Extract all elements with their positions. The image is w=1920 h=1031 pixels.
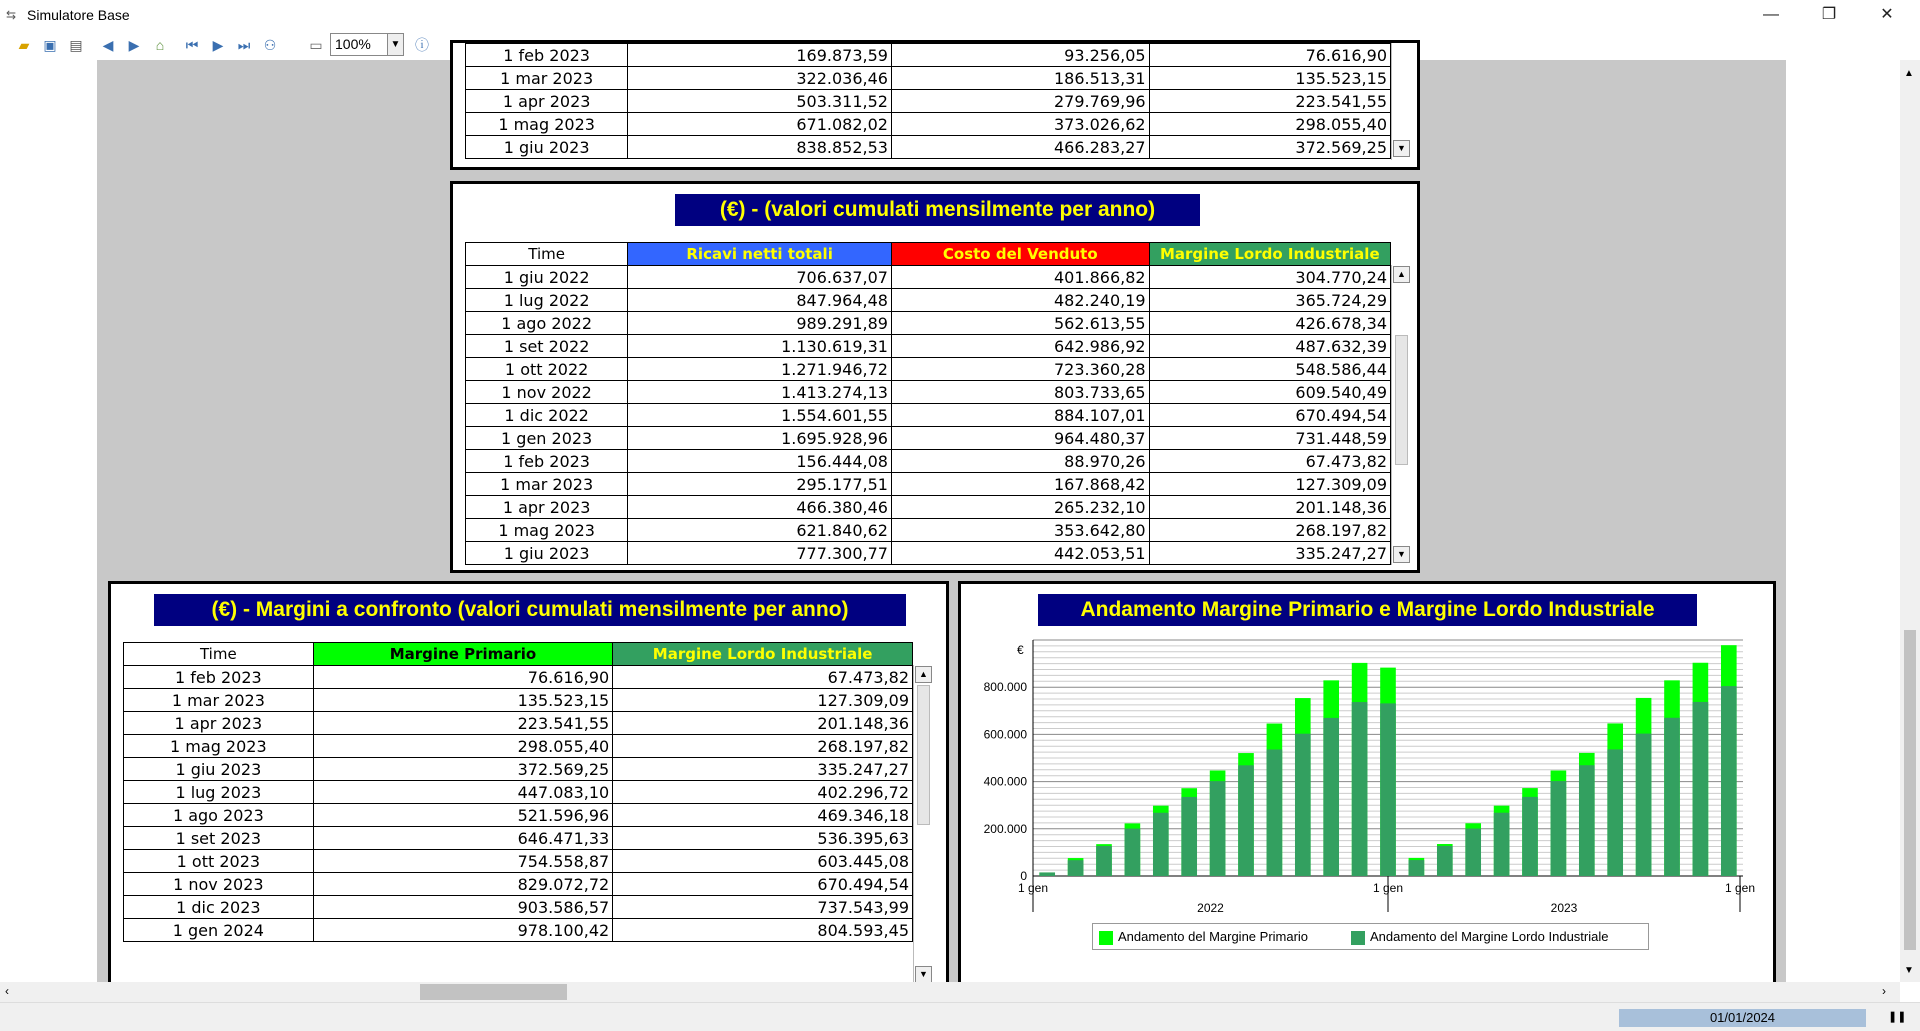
legend-swatch	[1099, 931, 1113, 945]
table-row	[466, 427, 1391, 450]
value-cell: 265.232,10	[891, 496, 1149, 519]
time-cell: 1 dic 2022	[466, 404, 628, 427]
value-cell: 803.733,65	[891, 381, 1149, 404]
y-tick-label: 800.000	[983, 680, 1027, 695]
value-cell: 1.271.946,72	[628, 358, 892, 381]
scroll-down-icon[interactable]: ▼	[1393, 546, 1410, 563]
value-cell: 482.240,19	[891, 289, 1149, 312]
time-cell: 1 feb 2023	[124, 666, 314, 689]
scroll-up-icon[interactable]: ▲	[1904, 68, 1914, 79]
panel-title: (€) - Margini a confronto (valori cumulati mensilmente per anno)	[154, 594, 906, 626]
restore-button[interactable]: ❐	[1821, 6, 1837, 23]
scroll-down-icon[interactable]: ▼	[1393, 140, 1410, 157]
bar-margine-lordo	[1210, 781, 1226, 876]
scroll-up-icon[interactable]: ▲	[915, 666, 932, 683]
time-cell: 1 apr 2023	[124, 712, 314, 735]
value-cell: 127.309,09	[1149, 473, 1390, 496]
y-tick-label: 600.000	[983, 727, 1027, 742]
value-cell: 1.413.274,13	[628, 381, 892, 404]
table-row	[466, 113, 1391, 136]
top-table-scrollbar[interactable]	[1391, 43, 1411, 160]
table-row	[124, 804, 913, 827]
value-cell: 135.523,15	[313, 689, 613, 712]
first-page-icon[interactable]: ⏮	[185, 37, 199, 53]
value-cell: 466.283,27	[891, 136, 1149, 159]
time-cell: 1 ago 2022	[466, 312, 628, 335]
app-icon: ⇆	[6, 8, 17, 22]
vertical-scrollbar[interactable]	[1900, 60, 1920, 982]
play-icon[interactable]: ▶	[212, 37, 224, 53]
x-tick-label: 1 gen	[1017, 881, 1049, 895]
value-cell: 603.445,08	[613, 850, 913, 873]
revenue-cost-scrollbar[interactable]	[1391, 265, 1411, 565]
x-tick-label: 1 gen	[1372, 881, 1404, 895]
value-cell: 964.480,37	[891, 427, 1149, 450]
bar-margine-lordo	[1039, 872, 1055, 876]
top-table-panel	[450, 40, 1420, 170]
table-row	[466, 136, 1391, 159]
value-cell: 1.130.619,31	[628, 335, 892, 358]
bar-margine-lordo	[1295, 734, 1311, 876]
current-date: 01/01/2024	[1619, 1009, 1866, 1027]
value-cell: 335.247,27	[1149, 542, 1390, 565]
table-row	[466, 381, 1391, 404]
value-cell: 365.724,29	[1149, 289, 1390, 312]
table-row	[124, 712, 913, 735]
value-cell: 838.852,53	[628, 136, 892, 159]
bar-margine-lordo	[1352, 702, 1368, 876]
bar-margine-lordo	[1153, 813, 1169, 876]
table-row	[124, 896, 913, 919]
time-cell: 1 nov 2022	[466, 381, 628, 404]
panel-title: (€) - (valori cumulati mensilmente per anno)	[675, 194, 1200, 226]
value-cell: 847.964,48	[628, 289, 892, 312]
horizontal-scrollbar[interactable]	[0, 982, 1900, 1002]
page-setup-icon[interactable]: ▭	[309, 37, 323, 53]
legend-label: Andamento del Margine Lordo Industriale	[1370, 929, 1609, 944]
value-cell: 223.541,55	[1149, 90, 1390, 113]
value-cell: 670.494,54	[1149, 404, 1390, 427]
column-header: Margine Lordo Industriale	[613, 643, 913, 666]
value-cell: 829.072,72	[313, 873, 613, 896]
minimize-button[interactable]: —	[1763, 6, 1779, 23]
value-cell: 804.593,45	[613, 919, 913, 942]
status-bar	[0, 1002, 1920, 1031]
time-cell: 1 giu 2023	[466, 136, 628, 159]
chevron-down-icon[interactable]: ▼	[387, 34, 403, 55]
value-cell: 447.083,10	[313, 781, 613, 804]
report-viewport	[0, 45, 1900, 982]
time-cell: 1 mag 2023	[466, 113, 628, 136]
value-cell: 706.637,07	[628, 266, 892, 289]
time-cell: 1 ago 2023	[124, 804, 314, 827]
save-icon[interactable]: ▣	[43, 37, 57, 53]
value-cell: 442.053,51	[891, 542, 1149, 565]
time-cell: 1 mag 2023	[466, 519, 628, 542]
value-cell: 903.586,57	[313, 896, 613, 919]
chart-legend	[1092, 923, 1649, 950]
table-row	[466, 335, 1391, 358]
time-cell: 1 ott 2022	[466, 358, 628, 381]
time-cell: 1 set 2023	[124, 827, 314, 850]
scroll-up-icon[interactable]: ▲	[1393, 266, 1410, 283]
time-cell: 1 giu 2023	[124, 758, 314, 781]
y-tick-label: 0	[1020, 869, 1027, 883]
zoom-select[interactable]	[330, 33, 404, 56]
table-row	[124, 919, 913, 942]
zoom-value: 100%	[335, 36, 371, 52]
scroll-right-icon[interactable]: ›	[1882, 984, 1886, 998]
value-cell: 402.296,72	[613, 781, 913, 804]
value-cell: 884.107,01	[891, 404, 1149, 427]
x-year-label: 2022	[1197, 901, 1224, 915]
column-header: Ricavi netti totali	[628, 243, 892, 266]
value-cell: 67.473,82	[613, 666, 913, 689]
margins-comparison-panel	[108, 581, 949, 1023]
info-icon[interactable]: ⓘ	[415, 37, 429, 53]
value-cell: 167.868,42	[891, 473, 1149, 496]
scroll-thumb[interactable]	[1395, 335, 1408, 465]
value-cell: 372.569,25	[313, 758, 613, 781]
legend-swatch	[1351, 931, 1365, 945]
bar-margine-lordo	[1380, 703, 1396, 876]
scroll-thumb[interactable]	[917, 685, 930, 825]
y-tick-label: 200.000	[983, 821, 1027, 836]
bar-margine-lordo	[1267, 750, 1283, 876]
value-cell: 372.569,25	[1149, 136, 1390, 159]
table-row	[466, 496, 1391, 519]
bar-margine-lordo	[1636, 734, 1652, 876]
value-cell: 169.873,59	[628, 44, 892, 67]
value-cell: 737.543,99	[613, 896, 913, 919]
time-cell: 1 mag 2023	[124, 735, 314, 758]
value-cell: 609.540,49	[1149, 381, 1390, 404]
time-cell: 1 feb 2023	[466, 44, 628, 67]
bar-margine-lordo	[1607, 749, 1623, 876]
column-header: Time	[466, 243, 628, 266]
value-cell: 562.613,55	[891, 312, 1149, 335]
table-row	[124, 781, 913, 804]
value-cell: 642.986,92	[891, 335, 1149, 358]
value-cell: 127.309,09	[613, 689, 913, 712]
value-cell: 76.616,90	[313, 666, 613, 689]
top-data-table	[465, 43, 1391, 159]
bar-margine-lordo	[1096, 846, 1112, 876]
title-bar	[0, 0, 1920, 30]
bar-margine-lordo	[1125, 829, 1141, 876]
print-icon[interactable]: ▤	[69, 37, 83, 53]
bar-margine-lordo	[1551, 781, 1567, 876]
x-year-label: 2023	[1550, 901, 1578, 915]
value-cell: 93.256,05	[891, 44, 1149, 67]
table-row	[466, 289, 1391, 312]
time-cell: 1 lug 2022	[466, 289, 628, 312]
time-cell: 1 apr 2023	[466, 90, 628, 113]
value-cell: 671.082,02	[628, 113, 892, 136]
bar-margine-lordo	[1579, 765, 1595, 876]
table-row	[124, 758, 913, 781]
value-cell: 777.300,77	[628, 542, 892, 565]
column-header: Time	[124, 643, 314, 666]
bar-margine-lordo	[1664, 718, 1680, 876]
time-cell: 1 ott 2023	[124, 850, 314, 873]
table-row	[124, 850, 913, 873]
time-cell: 1 set 2022	[466, 335, 628, 358]
value-cell: 201.148,36	[1149, 496, 1390, 519]
x-tick-label: 1 gen	[1724, 881, 1756, 895]
table-row	[124, 827, 913, 850]
table-row	[466, 67, 1391, 90]
value-cell: 503.311,52	[628, 90, 892, 113]
value-cell: 670.494,54	[613, 873, 913, 896]
chart-title: Andamento Margine Primario e Margine Lordo Industriale	[1038, 594, 1697, 626]
value-cell: 731.448,59	[1149, 427, 1390, 450]
table-row	[466, 404, 1391, 427]
table-row	[466, 312, 1391, 335]
bar-margine-lordo	[1238, 765, 1254, 876]
bar-margine-lordo	[1522, 797, 1538, 876]
value-cell: 88.970,26	[891, 450, 1149, 473]
window-title: Simulatore Base	[27, 7, 130, 23]
value-cell: 373.026,62	[891, 113, 1149, 136]
chart-panel	[958, 581, 1776, 1023]
margin-bar-chart	[961, 640, 1761, 920]
y-axis-label: €	[1017, 643, 1024, 657]
stamp-icon[interactable]: ⚇	[263, 37, 277, 53]
time-cell: 1 mar 2023	[466, 473, 628, 496]
legend-item-lordo	[1351, 929, 1608, 945]
table-row	[466, 266, 1391, 289]
time-cell: 1 lug 2023	[124, 781, 314, 804]
bar-margine-lordo	[1181, 797, 1197, 876]
column-header: Margine Lordo Industriale	[1149, 243, 1390, 266]
value-cell: 536.395,63	[613, 827, 913, 850]
time-cell: 1 mar 2023	[466, 67, 628, 90]
bar-margine-lordo	[1693, 702, 1709, 876]
value-cell: 401.866,82	[891, 266, 1149, 289]
bar-margine-lordo	[1465, 829, 1481, 876]
value-cell: 521.596,96	[313, 804, 613, 827]
table-row	[124, 666, 913, 689]
value-cell: 466.380,46	[628, 496, 892, 519]
value-cell: 723.360,28	[891, 358, 1149, 381]
value-cell: 353.642,80	[891, 519, 1149, 542]
time-cell: 1 apr 2023	[466, 496, 628, 519]
table-row	[466, 44, 1391, 67]
bar-margine-lordo	[1323, 718, 1339, 876]
value-cell: 156.444,08	[628, 450, 892, 473]
column-header: Costo del Venduto	[891, 243, 1149, 266]
value-cell: 754.558,87	[313, 850, 613, 873]
value-cell: 487.632,39	[1149, 335, 1390, 358]
value-cell: 201.148,36	[613, 712, 913, 735]
bar-margine-lordo	[1409, 860, 1425, 876]
value-cell: 621.840,62	[628, 519, 892, 542]
revenue-cost-panel	[450, 181, 1420, 573]
value-cell: 268.197,82	[1149, 519, 1390, 542]
close-button[interactable]: ✕	[1880, 6, 1894, 23]
table-row	[466, 519, 1391, 542]
time-cell: 1 gen 2024	[124, 919, 314, 942]
value-cell: 1.554.601,55	[628, 404, 892, 427]
time-cell: 1 gen 2023	[466, 427, 628, 450]
table-row	[466, 450, 1391, 473]
value-cell: 1.695.928,96	[628, 427, 892, 450]
column-header: Margine Primario	[313, 643, 613, 666]
value-cell: 76.616,90	[1149, 44, 1390, 67]
value-cell: 298.055,40	[1149, 113, 1390, 136]
value-cell: 268.197,82	[613, 735, 913, 758]
scroll-left-icon[interactable]: ‹	[5, 984, 9, 998]
time-cell: 1 mar 2023	[124, 689, 314, 712]
value-cell: 186.513,31	[891, 67, 1149, 90]
time-cell: 1 nov 2023	[124, 873, 314, 896]
time-cell: 1 giu 2022	[466, 266, 628, 289]
legend-label: Andamento del Margine Primario	[1118, 929, 1309, 944]
y-tick-label: 400.000	[983, 774, 1027, 789]
table-row	[124, 873, 913, 896]
value-cell: 646.471,33	[313, 827, 613, 850]
open-folder-icon[interactable]: ▰	[18, 37, 30, 53]
bar-margine-lordo	[1721, 686, 1737, 876]
bar-margine-lordo	[1068, 860, 1084, 876]
time-cell: 1 feb 2023	[466, 450, 628, 473]
bar-margine-lordo	[1437, 846, 1453, 876]
scroll-thumb[interactable]	[420, 984, 567, 1000]
value-cell: 335.247,27	[613, 758, 913, 781]
value-cell: 548.586,44	[1149, 358, 1390, 381]
pause-icon[interactable]: ❚❚	[1888, 1011, 1907, 1023]
time-cell: 1 dic 2023	[124, 896, 314, 919]
value-cell: 279.769,96	[891, 90, 1149, 113]
last-page-icon[interactable]: ⏭	[237, 37, 251, 53]
value-cell: 135.523,15	[1149, 67, 1390, 90]
scroll-thumb[interactable]	[1904, 630, 1916, 950]
back-icon[interactable]: ◀	[102, 37, 114, 53]
bar-margine-lordo	[1494, 813, 1510, 876]
scroll-down-icon[interactable]: ▼	[1904, 965, 1914, 976]
table-row	[466, 542, 1391, 565]
scroll-down-icon[interactable]: ▼	[915, 966, 932, 983]
table-row	[466, 90, 1391, 113]
time-cell: 1 giu 2023	[466, 542, 628, 565]
value-cell: 295.177,51	[628, 473, 892, 496]
value-cell: 322.036,46	[628, 67, 892, 90]
margins-table	[123, 642, 913, 942]
table-row	[124, 735, 913, 758]
page-margin	[50, 60, 97, 982]
value-cell: 469.346,18	[613, 804, 913, 827]
home-icon[interactable]: ⌂	[155, 37, 165, 53]
value-cell: 989.291,89	[628, 312, 892, 335]
legend-item-primario	[1099, 929, 1308, 945]
value-cell: 426.678,34	[1149, 312, 1390, 335]
margins-scrollbar[interactable]	[913, 665, 933, 985]
value-cell: 304.770,24	[1149, 266, 1390, 289]
table-row	[124, 689, 913, 712]
table-row	[466, 473, 1391, 496]
value-cell: 298.055,40	[313, 735, 613, 758]
forward-icon[interactable]: ▶	[128, 37, 140, 53]
table-row	[466, 358, 1391, 381]
revenue-cost-table	[465, 242, 1391, 565]
value-cell: 978.100,42	[313, 919, 613, 942]
value-cell: 67.473,82	[1149, 450, 1390, 473]
value-cell: 223.541,55	[313, 712, 613, 735]
